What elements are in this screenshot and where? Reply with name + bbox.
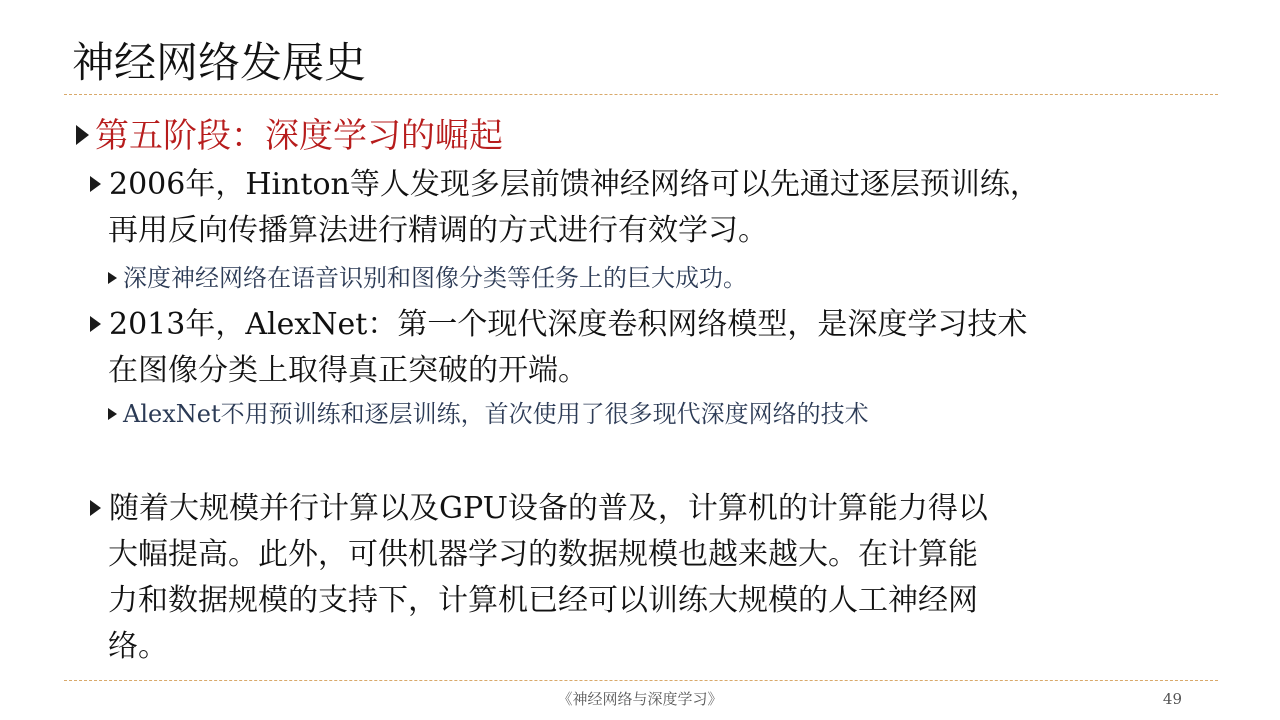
sub-bullet-text: AlexNet不用预训练和逐层训练，首次使用了很多现代深度网络的技术 (123, 400, 869, 428)
page-number: 49 (1162, 690, 1182, 708)
bullet-2013 (90, 302, 1220, 394)
sub-bullet-text: 深度神经网络在语音识别和图像分类等任务上的巨大成功。 (123, 264, 747, 292)
bullet-line: 再用反向传播算法进行精调的方式进行有效学习。 (108, 213, 768, 248)
bullet-triangle-icon (90, 176, 101, 192)
stage-heading-bullet (76, 112, 503, 160)
bullet-text: 2013年，AlexNet：第一个现代深度卷积网络模型，是深度学习技术 (109, 307, 1028, 342)
bullet-line: 在图像分类上取得真正突破的开端。 (108, 353, 588, 388)
bullet-text: 2006年，Hinton等人发现多层前馈神经网络可以先通过逐层预训练， (109, 167, 1040, 202)
footer-book-title: 《神经网络与深度学习》 (557, 690, 723, 708)
bullet-line: 大幅提高。此外，可供机器学习的数据规模也越来越大。在计算能 (108, 537, 978, 572)
bullet-line (90, 162, 1220, 208)
bullet-triangle-icon (108, 272, 117, 284)
bullet-triangle-icon (90, 316, 101, 332)
sub-bullet-2006 (108, 260, 747, 296)
footer-divider (64, 680, 1218, 681)
bullet-text: 随着大规模并行计算以及GPU设备的普及，计算机的计算能力得以 (109, 491, 988, 526)
bullet-line: 力和数据规模的支持下，计算机已经可以训练大规模的人工神经网 (108, 583, 978, 618)
bullet-triangle-icon (76, 125, 89, 145)
bullet-line (90, 486, 1220, 532)
bullet-line: 络。 (108, 629, 168, 664)
title-divider (64, 94, 1218, 95)
bullet-2006 (90, 162, 1220, 254)
bullet-triangle-icon (90, 500, 101, 516)
stage-heading: 第五阶段：深度学习的崛起 (95, 116, 503, 156)
bullet-gpu (90, 486, 1220, 670)
slide-title: 神经网络发展史 (72, 38, 367, 87)
bullet-line (90, 302, 1220, 348)
bullet-triangle-icon (108, 408, 117, 420)
sub-bullet-2013 (108, 396, 869, 432)
